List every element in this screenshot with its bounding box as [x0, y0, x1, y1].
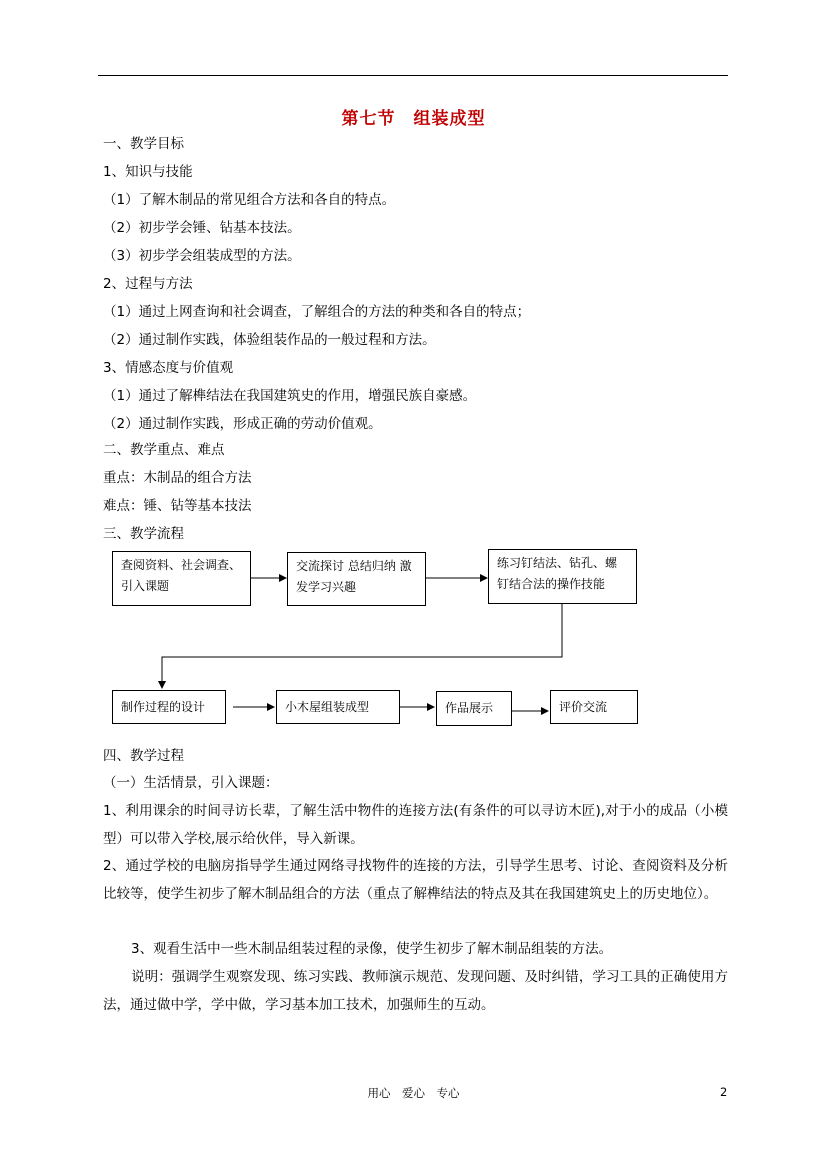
- objective-item: （1）了解木制品的常见组合方法和各自的特点。: [103, 192, 396, 208]
- paragraph-note: [103, 963, 728, 1019]
- flow-step-design: 制作过程的设计: [112, 690, 226, 724]
- heading-objectives: 一、教学目标: [103, 136, 184, 152]
- key-point: 重点：木制品的组合方法: [103, 470, 252, 486]
- objective-item: （2）初步学会锤、钻基本技法。: [103, 220, 301, 236]
- subheading-knowledge: 1、知识与技能: [103, 164, 193, 180]
- paragraph-visit-elders: 1、利用课余的时间寻访长辈，了解生活中物件的连接方法(有条件的可以寻访木匠),对于小的成品（小模型）可以带入学校,展示给伙伴，导入新课。: [103, 803, 728, 847]
- subheading-life-scenario: （一）生活情景，引入课题：: [103, 775, 279, 791]
- paragraph-watch-video: [103, 935, 728, 963]
- objective-item: （3）初步学会组装成型的方法。: [103, 248, 301, 264]
- flow-step-assembly: 小木屋组装成型: [276, 690, 400, 724]
- objective-item: （2）通过制作实践，体验组装作品的一般过程和方法。: [103, 332, 436, 348]
- heading-teaching-process: 四、教学过程: [103, 748, 184, 764]
- arrow-3-4: [162, 604, 562, 688]
- subheading-attitude: 3、情感态度与价值观: [103, 360, 234, 376]
- objective-item: （2）通过制作实践，形成正确的劳动价值观。: [103, 416, 382, 432]
- flow-step-display: 作品展示: [436, 691, 512, 726]
- paragraph-watch-video-text: 3、观看生活中一些木制品组装过程的录像，使学生初步了解木制品组装的方法。: [131, 941, 613, 957]
- flow-step-practice: 练习钉结法、钻孔、螺钉结合法的操作技能: [488, 549, 637, 604]
- objective-item: （1）通过了解榫结法在我国建筑史的作用，增强民族自豪感。: [103, 388, 477, 404]
- objective-item: （1）通过上网查询和社会调查，了解组合的方法的种类和各自的特点；: [103, 304, 531, 320]
- flow-step-evaluation: 评价交流: [550, 690, 638, 724]
- heading-flow: 三、教学流程: [103, 526, 184, 542]
- footer-motto: 用心 爱心 专心: [367, 1086, 460, 1100]
- paragraph-computer-room: 2、通过学校的电脑房指导学生通过网络寻找物件的连接的方法，引导学生思考、讨论、查阅资料及分析比较等，使学生初步了解木制品组合的方法（重点了解榫结法的特点及其在我国建筑史上的历史地位）。: [103, 858, 728, 902]
- heading-key-points: 二、教学重点、难点: [103, 442, 225, 458]
- flow-step-research: 查阅资料、社会调查、引入课题: [112, 551, 251, 606]
- difficult-point: 难点：锤、钻等基本技法: [103, 498, 252, 514]
- subheading-process: 2、过程与方法: [103, 276, 193, 292]
- page-number: 2: [720, 1085, 728, 1099]
- page-title: 第七节 组装成型: [341, 109, 486, 129]
- flow-step-discussion: 交流探讨 总结归纳 激发学习兴趣: [287, 552, 426, 606]
- paragraph-note-text: 说明：强调学生观察发现、练习实践、教师演示规范、发现问题、及时纠错，学习工具的正确使用方法，通过做中学，学中做，学习基本加工技术，加强师生的互动。: [103, 969, 728, 1013]
